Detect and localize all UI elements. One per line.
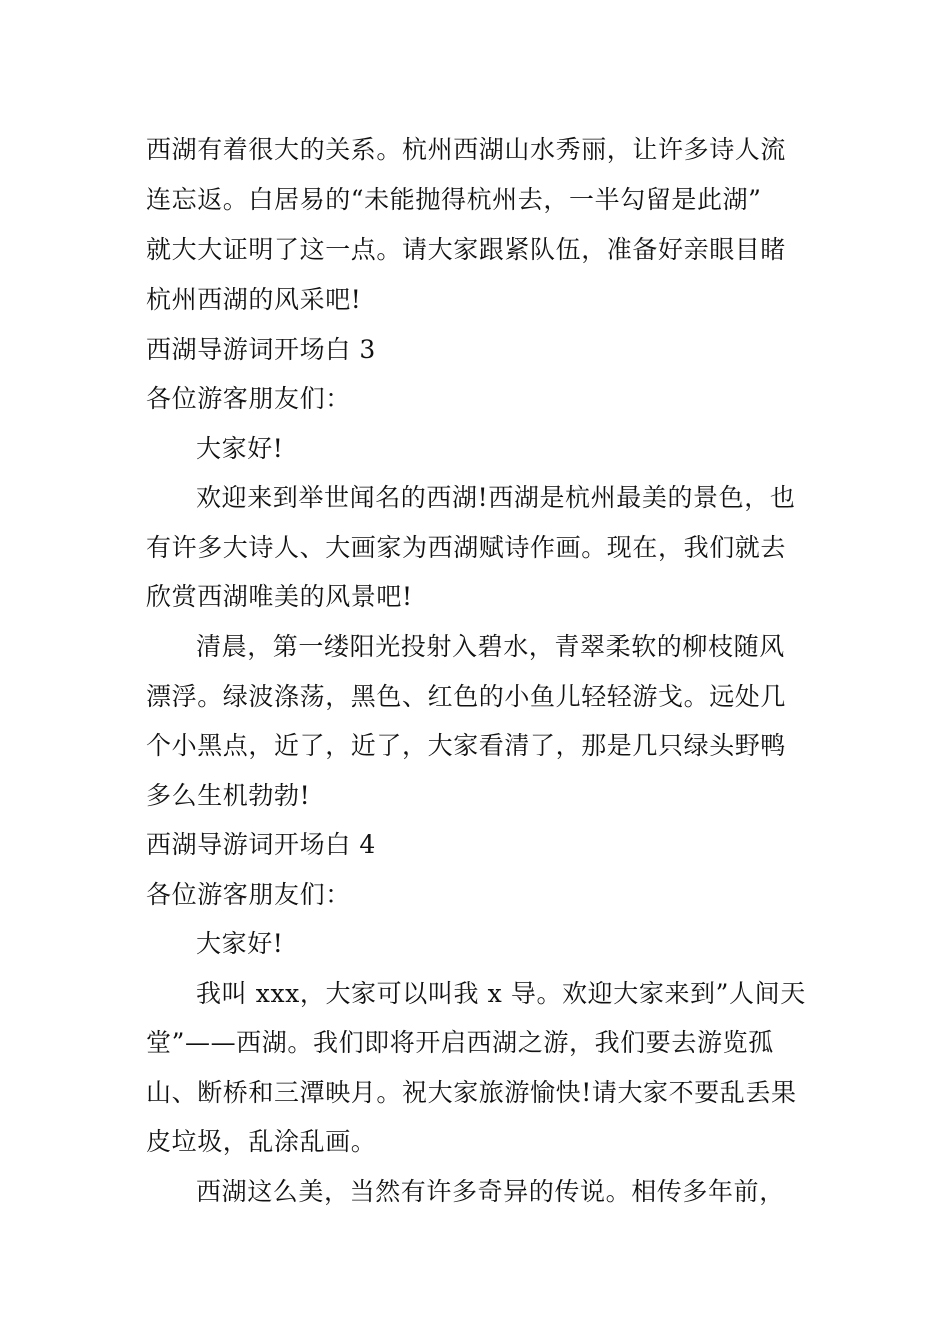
body-text-line: 个小黑点，近了，近了，大家看清了，那是几只绿头野鸭 [146,731,787,760]
body-text-line: 就大大证明了这一点。请大家跟紧队伍，准备好亲眼目睹 [146,235,787,264]
body-text-line: 多么生机勃勃! [146,781,311,810]
greeting-line: 大家好! [196,434,284,463]
section-heading: 西湖导游词开场白 4 [146,830,376,859]
body-text-line: 漂浮。绿波涤荡，黑色、红色的小鱼儿轻轻游戈。远处几 [146,682,787,711]
body-text-line: 杭州西湖的风采吧! [146,285,362,314]
body-text-line: 有许多大诗人、大画家为西湖赋诗作画。现在，我们就去 [146,533,787,562]
section-heading: 西湖导游词开场白 3 [146,335,376,364]
body-text-line: 欣赏西湖唯美的风景吧! [146,582,413,611]
body-text-line: 连忘返。白居易的“未能抛得杭州去，一半勾留是此湖” [146,185,762,214]
body-text-line: 我叫 xxx，大家可以叫我 x 导。欢迎大家来到”人间天 [196,979,806,1008]
body-text-line: 西湖这么美，当然有许多奇异的传说。相传多年前， [196,1177,785,1206]
body-text-line: 欢迎来到举世闻名的西湖!西湖是杭州最美的景色，也 [196,483,796,512]
greeting-line: 各位游客朋友们： [146,384,351,413]
body-text-line: 堂”——西湖。我们即将开启西湖之游，我们要去游览孤 [146,1028,774,1057]
greeting-line: 各位游客朋友们： [146,880,351,909]
greeting-line: 大家好! [196,929,284,958]
body-text-line: 皮垃圾，乱涂乱画。 [146,1127,377,1156]
body-text-line: 清晨，第一缕阳光投射入碧水，青翠柔软的柳枝随风 [196,632,785,661]
body-text-line: 西湖有着很大的关系。杭州西湖山水秀丽，让许多诗人流 [146,135,787,164]
body-text-line: 山、断桥和三潭映月。祝大家旅游愉快!请大家不要乱丢果 [146,1078,797,1107]
